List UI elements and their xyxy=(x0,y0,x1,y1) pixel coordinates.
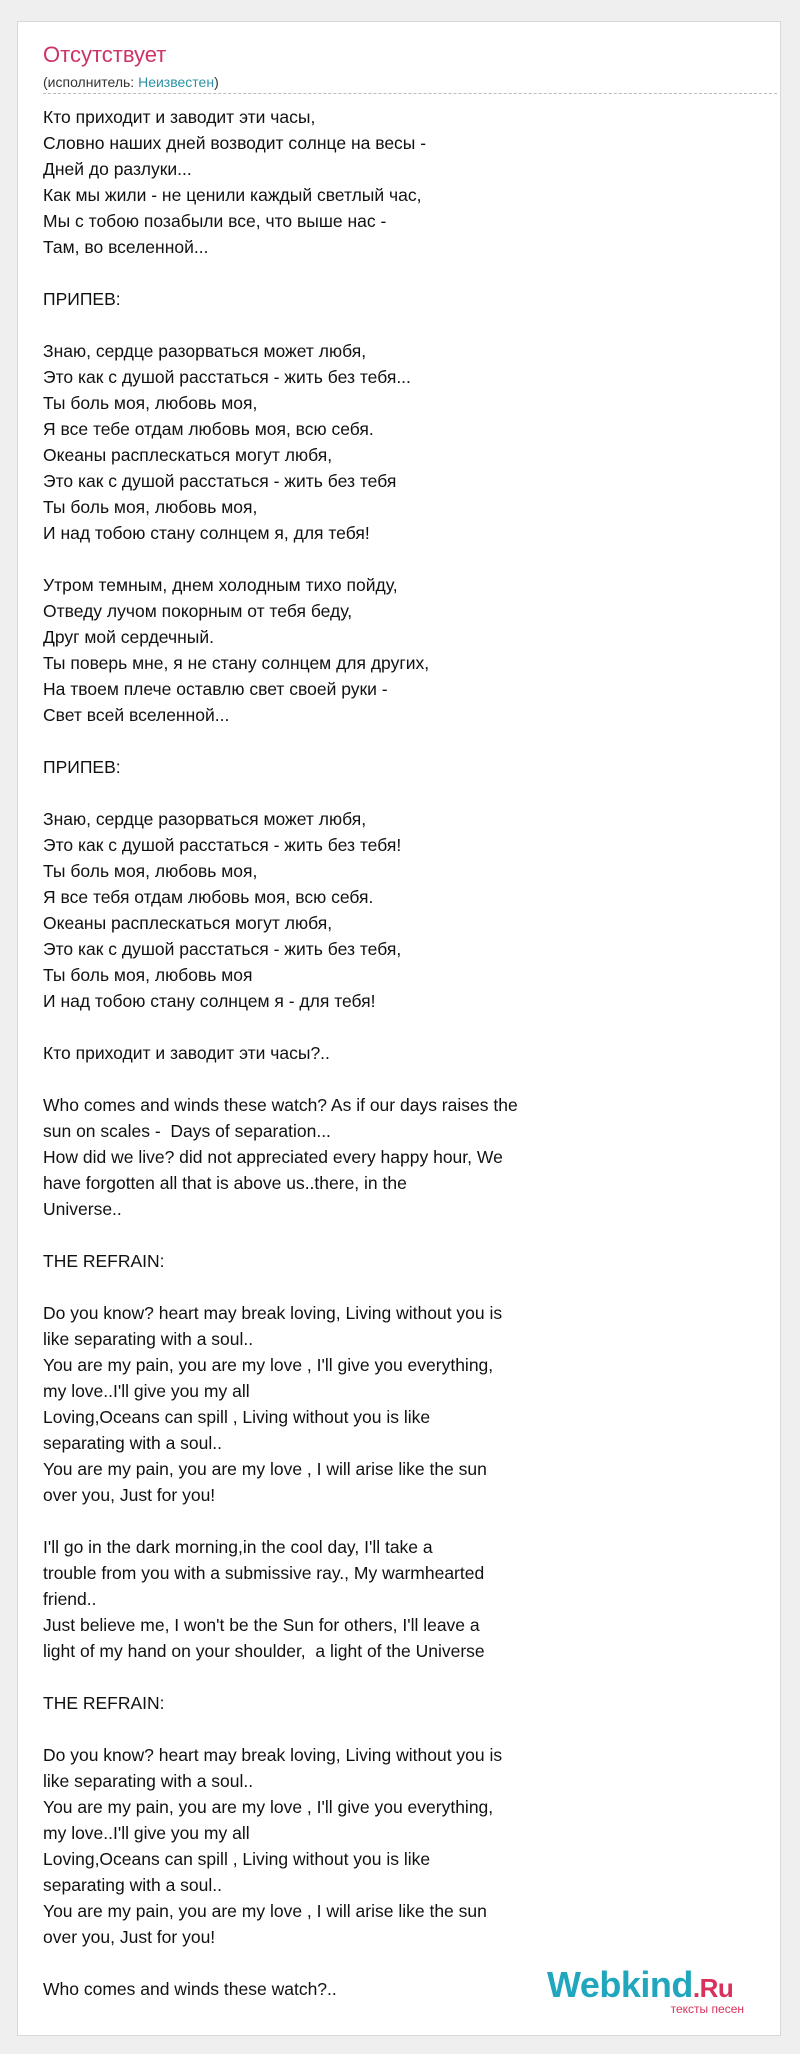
logo-tld: .Ru xyxy=(692,1973,734,2003)
artist-prefix: (исполнитель: xyxy=(43,74,139,90)
logo-main-text: Webkind xyxy=(547,1964,693,2005)
lyrics-text: Кто приходит и заводит эти часы, Словно наших дней возводит солнце на весы - Дней до разлуки... Как мы жили - не ценили каждый светлый час, Мы с тобою позабыли все, что выше нас - Там, во вселенной... ПРИПЕВ: Знаю, сердце разорваться может любя, Это как с душой расстаться - жить без тебя... Ты боль моя, любовь моя, Я все тебе отдам любовь моя, всю себя. Океаны расплескаться могут любя, Это как с душой расстаться - жить без тебя Ты боль моя, любовь моя, И над тобою стану солнцем я, для тебя! Утром темным, днем холодным тихо пойду, Отведу лучом покорным от тебя беду, Друг мой сердечный. Ты поверь мне, я не стану солнцем для других, На твоем плече оставлю свет своей руки - Свет всей вселенной... ПРИПЕВ: Знаю, сердце разорваться может любя, Это как с душой расстаться - жить без тебя! Ты боль моя, любовь моя, Я все тебя отдам любовь моя, всю себя. Океаны расплескаться могут любя, Это как с душой расстаться - жить без тебя, Ты боль моя, любовь моя И над тобою стану солнцем я - для тебя! Кто приходит и заводит эти часы?.. Who comes and winds these watch? As if our days raises the sun on scales - Days of separation... How did we live? did not appreciated every happy hour, We have forgotten all that is above us..there, in the Universe.. THE REFRAIN: Do you know? heart may break loving, Living without you is like separating with a soul.. You are my pain, you are my love , I'll give you everything, my love..I'll give you my all Loving,Oceans can spill , Living without you is like separating with a soul.. You are my pain, you are my love , I will arise like the sun over you, Just for you! I'll go in the dark morning,in the cool day, I'll take a trouble from you with a submissive ray., My warmhearted friend.. Just believe me, I won't be the Sun for others, I'll leave a light of my hand on your shoulder, a light of the Universe THE REFRAIN: Do you know? heart may break loving, Living without you is like separating with a soul.. You are my pain, you are my love , I'll give you everything, my love..I'll give you my all Loving,Oceans can spill , Living without you is like separating with a soul.. You are my pain, you are my love , I will arise like the sun over you, Just for you! Who comes and winds these watch?.. xyxy=(43,107,518,1999)
song-title: Отсутствует xyxy=(43,42,167,67)
artist-suffix: ) xyxy=(214,74,219,90)
artist-line xyxy=(43,73,219,91)
artist-link[interactable]: Неизвестен xyxy=(138,74,215,90)
header-divider xyxy=(43,93,777,94)
lyrics-card xyxy=(17,21,781,2036)
site-logo[interactable] xyxy=(547,1965,752,2017)
logo-subtitle: тексты песен xyxy=(670,2002,744,2016)
